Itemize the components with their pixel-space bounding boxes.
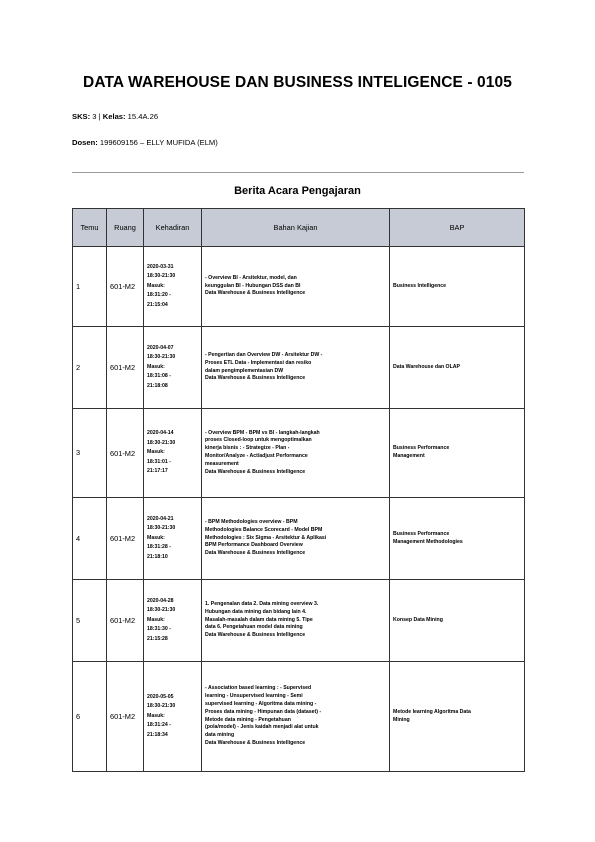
cell-bap: Metode learning Algoritma Data Mining	[390, 662, 525, 772]
cell-bap: Business Performance Management	[390, 409, 525, 498]
cell-temu: 2	[73, 327, 107, 409]
header-bahan-kajian: Bahan Kajian	[202, 209, 390, 247]
cell-bap: Business Intelligence	[390, 247, 525, 327]
table-row	[73, 498, 525, 580]
cell-ruang: 601-M2	[107, 247, 144, 327]
table-row	[73, 327, 525, 409]
cell-ruang: 601-M2	[107, 662, 144, 772]
cell-bahan-kajian: - Overview BI - Arsitektur, model, dan keunggulan BI - Hubungan DSS dan BI Data Warehouse & Business Intelligence	[202, 247, 390, 327]
table-row	[73, 580, 525, 662]
cell-bap: Business Performance Management Methodologies	[390, 498, 525, 580]
header-ruang: Ruang	[107, 209, 144, 247]
cell-bahan-kajian: - BPM Methodologies overview - BPM Methodologies Balance Scorecard - Model BPM Methodologies : Six Sigma - Arsitektur & Aplikasi BPM Performance Dashboard Overview Data Warehouse & Business Intelligence	[202, 498, 390, 580]
cell-temu: 6	[73, 662, 107, 772]
cell-ruang: 601-M2	[107, 327, 144, 409]
cell-ruang: 601-M2	[107, 498, 144, 580]
cell-kehadiran: 2020-04-21 18:30-21:30 Masuk: 18:31:28 - 21:18:10	[144, 498, 202, 580]
header-kehadiran: Kehadiran	[144, 209, 202, 247]
cell-bap: Konsep Data Mining	[390, 580, 525, 662]
bap-table	[72, 208, 525, 772]
cell-temu: 1	[73, 247, 107, 327]
header-temu: Temu	[73, 209, 107, 247]
cell-kehadiran: 2020-05-05 18:30-21:30 Masuk: 18:31:24 - 21:18:34	[144, 662, 202, 772]
cell-kehadiran: 2020-04-07 18:30-21:30 Masuk: 18:31:08 - 21:18:08	[144, 327, 202, 409]
kelas-label: Kelas:	[102, 112, 126, 121]
table-row	[73, 409, 525, 498]
cell-bahan-kajian: - Association based learning : - Supervised learning - Unsupervised learning - Semi supervised learning - Algoritma data mining - Proses data mining - Himpunan data (dataset) - Metode data mining - Pengetahuan (pola/model) - Jenis kaidah menjadi alat untuk data mining Data Warehouse & Business Intelligence	[202, 662, 390, 772]
cell-temu: 3	[73, 409, 107, 498]
cell-temu: 5	[73, 580, 107, 662]
cell-bahan-kajian: 1. Pengenalan data 2. Data mining overview 3. Hubungan data mining dan bidang lain 4. Masalah-masalah dalam data mining 5. Tipe data 6. Pengetahuan model data mining Data Warehouse & Business Intelligence	[202, 580, 390, 662]
sks-label: SKS:	[72, 112, 91, 121]
cell-kehadiran: 2020-03-31 18:30-21:30 Masuk: 18:31:20 - 21:15:04	[144, 247, 202, 327]
dosen-value: 199609156 – ELLY MUFIDA (ELM)	[99, 138, 218, 147]
cell-temu: 4	[73, 498, 107, 580]
cell-kehadiran: 2020-04-28 18:30-21:30 Masuk: 18:31:30 - 21:15:28	[144, 580, 202, 662]
divider	[72, 172, 524, 173]
separator: |	[98, 112, 101, 121]
cell-ruang: 601-M2	[107, 409, 144, 498]
header-bap: BAP	[390, 209, 525, 247]
dosen-label: Dosen:	[72, 138, 98, 147]
table-row	[73, 247, 525, 327]
kelas-value: 15.4A.26	[127, 112, 159, 121]
table-header-row	[73, 209, 525, 247]
cell-bahan-kajian: - Overview BPM - BPM vs BI - langkah-langkah proses Closed-loop untuk mengoptimalkan kinerja bisnis : - Strategize - Plan - Monitor/Analyze - Act/adjust Performance measurement Data Warehouse & Business Intelligence	[202, 409, 390, 498]
cell-kehadiran: 2020-04-14 18:30-21:30 Masuk: 18:31:01 - 21:17:17	[144, 409, 202, 498]
section-title: Berita Acara Pengajaran	[234, 185, 361, 197]
table-row	[73, 662, 525, 772]
course-info	[72, 112, 158, 121]
cell-ruang: 601-M2	[107, 580, 144, 662]
cell-bahan-kajian: - Pengertian dan Overview DW - Arsitektur DW - Proses ETL Data - Implementasi dan resiko dalam pengimplementasian DW Data Warehouse & Business Intelligence	[202, 327, 390, 409]
cell-bap: Data Warehouse dan OLAP	[390, 327, 525, 409]
sks-value: 3	[92, 112, 97, 121]
lecturer-info	[72, 138, 218, 147]
document-title: DATA WAREHOUSE DAN BUSINESS INTELIGENCE - 0105	[83, 74, 512, 91]
